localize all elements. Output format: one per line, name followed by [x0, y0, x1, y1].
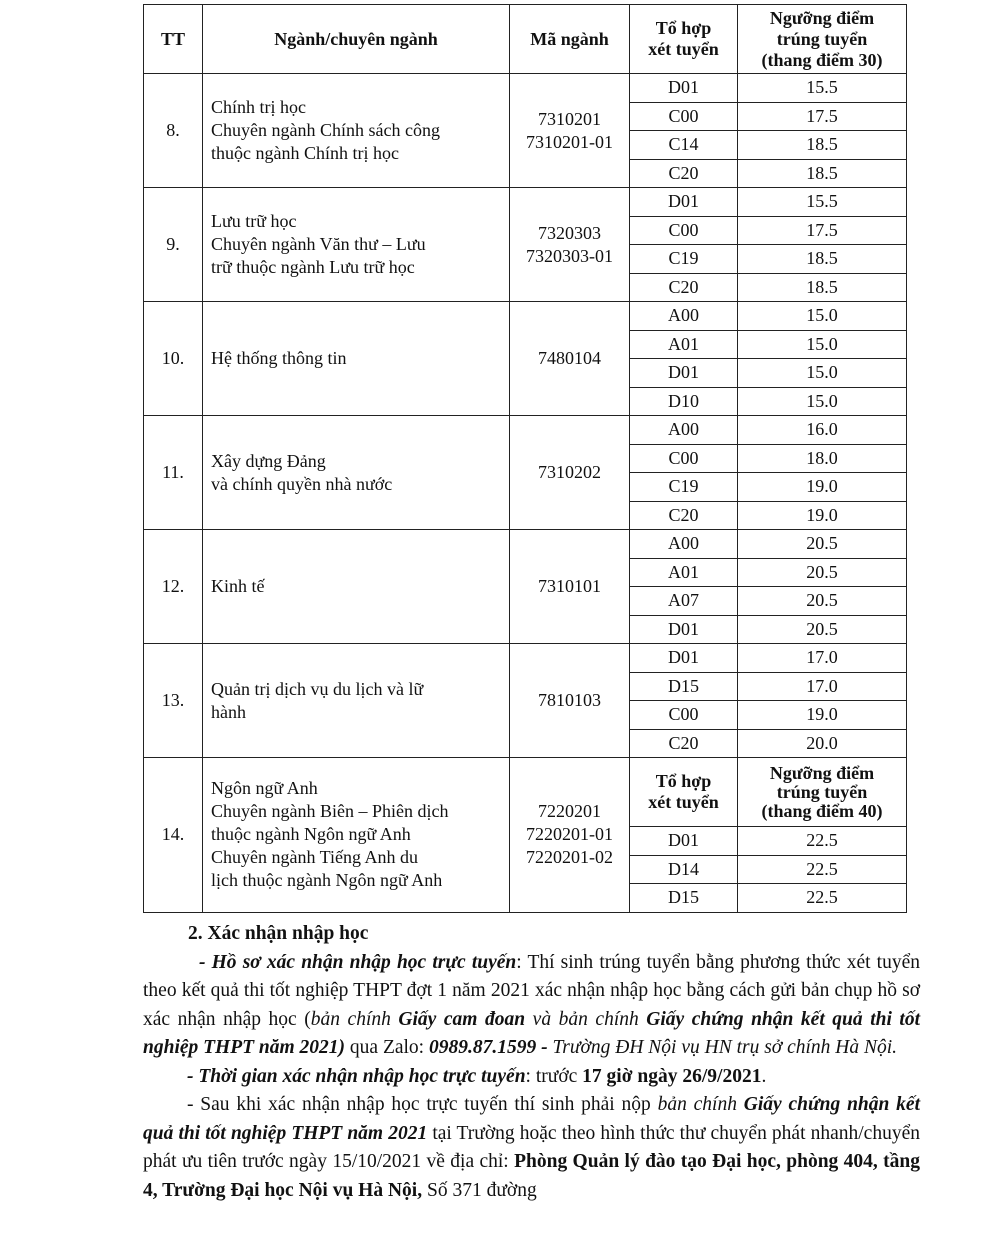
p1-label: Hồ sơ xác nhận nhập học trực tuyến: [211, 951, 517, 973]
score-value: 18.5: [738, 273, 907, 302]
combo-code: D01: [630, 644, 738, 673]
sub-header-score-line: Ngưỡng điểm: [769, 762, 875, 783]
p1-italic: bản chính: [310, 1008, 399, 1030]
score-value: 15.0: [738, 330, 907, 359]
score-value: 22.5: [738, 827, 907, 856]
score-value: 17.5: [738, 216, 907, 245]
major-name: [203, 302, 510, 416]
combo-code: C00: [630, 701, 738, 730]
major-name-line: và chính quyền nhà nước: [211, 473, 393, 494]
score-value: 22.5: [738, 884, 907, 913]
major-name: [203, 416, 510, 530]
row-number: 8.: [144, 74, 203, 188]
combo-code: D10: [630, 387, 738, 416]
major-code: [510, 644, 630, 758]
major-name-line: Lưu trữ học: [211, 211, 297, 231]
major-code-line: 7810103: [538, 690, 601, 710]
combo-code: A00: [630, 530, 738, 559]
score-value: 18.0: [738, 444, 907, 473]
header-major: Ngành/chuyên ngành: [203, 5, 510, 74]
header-combo-line: Tổ hợp: [655, 18, 712, 38]
table-row: [144, 188, 907, 217]
major-name-line: lịch thuộc ngành Ngôn ngữ Anh: [211, 870, 443, 891]
score-value: 18.5: [738, 159, 907, 188]
row-number: 10.: [144, 302, 203, 416]
p3-italic: bản chính: [657, 1094, 744, 1115]
paragraph-submit-original: [143, 1091, 920, 1205]
combo-code: A00: [630, 302, 738, 331]
header-tt: TT: [144, 5, 203, 74]
row-number: 14.: [144, 758, 203, 913]
major-name: [203, 758, 510, 913]
table-row: [144, 644, 907, 673]
major-name-line: Kinh tế: [211, 576, 265, 596]
major-name-line: Chính trị học: [211, 97, 306, 117]
score-value: 15.5: [738, 74, 907, 103]
combo-code: A01: [630, 558, 738, 587]
row-number: 12.: [144, 530, 203, 644]
p3-bold-italic: Giấy chứng nhận kết quả thi tốt nghiệp THPT năm 2021: [143, 1094, 920, 1144]
score-value: 17.0: [738, 644, 907, 673]
score-value: 20.5: [738, 558, 907, 587]
score-value: 17.5: [738, 102, 907, 131]
p1-italic: Trường ĐH Nội vụ HN trụ sở chính Hà Nội.: [547, 1037, 898, 1058]
p1-dash: -: [199, 951, 212, 973]
score-value: 17.0: [738, 672, 907, 701]
header-score-line: trúng tuyển: [776, 28, 868, 49]
admission-score-table: [143, 4, 907, 913]
major-code: [510, 758, 630, 913]
table-header-row: [144, 5, 907, 74]
major-code-line: 7310201: [538, 108, 601, 129]
major-name-line: thuộc ngành Ngôn ngữ Anh: [211, 824, 411, 845]
combo-code: D01: [630, 827, 738, 856]
combo-code: C19: [630, 245, 738, 274]
major-name: [203, 644, 510, 758]
score-value: 18.5: [738, 245, 907, 274]
major-name-line: hành: [211, 701, 246, 722]
header-score: [738, 5, 907, 74]
score-value: 19.0: [738, 501, 907, 530]
score-value: 20.5: [738, 587, 907, 616]
combo-code: A07: [630, 587, 738, 616]
combo-code: C14: [630, 131, 738, 160]
p3-text: tại Trường hoặc theo hình thức thư chuyển phát nhanh/chuyển phát ưu tiên trước ngày 15/10/2021 về địa chỉ:: [143, 1122, 920, 1172]
major-name-line: Chuyên ngành Tiếng Anh du: [211, 847, 419, 868]
row-number: 13.: [144, 644, 203, 758]
score-value: 18.5: [738, 131, 907, 160]
score-value: 20.0: [738, 729, 907, 758]
sub-header-score-line: (thang điểm 40): [761, 800, 883, 821]
score-value: 15.0: [738, 387, 907, 416]
table-row: [144, 530, 907, 559]
p1-text: qua Zalo:: [345, 1037, 429, 1058]
table-row: [144, 74, 907, 103]
score-value: 20.5: [738, 530, 907, 559]
major-name-line: trữ thuộc ngành Lưu trữ học: [211, 257, 415, 277]
row-number: 11.: [144, 416, 203, 530]
header-score-line: (thang điểm 30): [761, 49, 883, 70]
p2-text: : trước: [525, 1065, 583, 1087]
combo-code: C20: [630, 501, 738, 530]
p1-bold-italic: Giấy chứng nhận kết quả thi tốt nghiệp THPT năm 2021): [143, 1008, 921, 1058]
zalo-phone: 0989.87.1599 -: [428, 1037, 548, 1058]
major-code: [510, 74, 630, 188]
combo-code: D01: [630, 188, 738, 217]
p1-italic: và bản chính: [525, 1008, 647, 1030]
major-code-line: 7310201-01: [526, 131, 613, 152]
p3-text: - Sau khi xác nhận nhập học trực tuyến thí sinh phải nộp: [187, 1094, 658, 1115]
combo-code: A00: [630, 416, 738, 445]
p1-bold-italic: Giấy cam đoan: [398, 1008, 526, 1030]
header-code: Mã ngành: [510, 5, 630, 74]
combo-code: D01: [630, 615, 738, 644]
p2-text: .: [761, 1065, 767, 1087]
major-code-line: 7220201-01: [526, 824, 613, 845]
sub-header-combo-line: Tổ hợp: [655, 771, 712, 791]
combo-code: C00: [630, 102, 738, 131]
score-value: 16.0: [738, 416, 907, 445]
combo-code: D01: [630, 74, 738, 103]
row-number: 9.: [144, 188, 203, 302]
major-code-line: 7320303-01: [526, 245, 613, 266]
combo-code: D14: [630, 855, 738, 884]
score-value: 20.5: [738, 615, 907, 644]
p2-label: - Thời gian xác nhận nhập học trực tuyến: [187, 1065, 526, 1087]
combo-code: C00: [630, 216, 738, 245]
table-row: [144, 758, 907, 827]
major-name-line: Quản trị dịch vụ du lịch và lữ: [211, 678, 424, 699]
score-value: 19.0: [738, 701, 907, 730]
major-code-line: 7310101: [538, 576, 601, 596]
major-code: [510, 302, 630, 416]
sub-header-combo-line: xét tuyển: [648, 792, 719, 812]
score-value: 15.0: [738, 302, 907, 331]
admission-confirmation-section: [143, 920, 920, 1205]
major-name-line: Chuyên ngành Văn thư – Lưu: [211, 234, 426, 254]
paragraph-deadline: [143, 1063, 920, 1092]
major-code-line: 7480104: [538, 348, 601, 368]
header-combo-line: xét tuyển: [648, 39, 719, 59]
combo-code: C00: [630, 444, 738, 473]
score-value: 15.5: [738, 188, 907, 217]
score-value: 19.0: [738, 473, 907, 502]
major-name-line: Hệ thống thông tin: [211, 348, 347, 368]
combo-code: D15: [630, 672, 738, 701]
p1-text: : Thí sinh trúng tuyển bằng phương thức xét tuyển theo kết quả thi tốt nghiệp THPT đợt 1 năm 2021 xác nhận nhập học bằng cách gửi bản chụp hồ sơ xác nhận nhập học (: [143, 951, 920, 1030]
major-code-line: 7320303: [538, 222, 601, 243]
score-value: 22.5: [738, 855, 907, 884]
score-value: 15.0: [738, 359, 907, 388]
major-name: [203, 530, 510, 644]
sub-header-score: [738, 758, 907, 827]
major-name-line: Chuyên ngành Chính sách công: [211, 120, 440, 140]
header-combo: [630, 5, 738, 74]
major-name-line: Xây dựng Đảng: [211, 450, 326, 471]
major-code-line: 7220201: [538, 801, 601, 822]
header-score-line: Ngưỡng điểm: [769, 7, 875, 28]
combo-code: C20: [630, 159, 738, 188]
table-row: [144, 302, 907, 331]
major-code-line: 7220201-02: [526, 847, 613, 868]
major-code: [510, 530, 630, 644]
deadline: 17 giờ ngày 26/9/2021: [582, 1065, 762, 1087]
sub-header-combo: [630, 758, 738, 827]
major-code-line: 7310202: [538, 462, 601, 482]
combo-code: A01: [630, 330, 738, 359]
major-name: [203, 188, 510, 302]
combo-code: C20: [630, 729, 738, 758]
combo-code: D01: [630, 359, 738, 388]
combo-code: C19: [630, 473, 738, 502]
major-code: [510, 416, 630, 530]
p3-text: Số 371 đường: [422, 1179, 537, 1201]
major-code: [510, 188, 630, 302]
major-name-line: thuộc ngành Chính trị học: [211, 143, 399, 163]
address-bold: Phòng Quản lý đào tạo Đại học, phòng 404, tầng 4, Trường Đại học Nội vụ Hà Nội,: [143, 1151, 920, 1201]
combo-code: C20: [630, 273, 738, 302]
sub-header-score-line: trúng tuyển: [776, 781, 868, 802]
combo-code: D15: [630, 884, 738, 913]
paragraph-online-docs: [143, 949, 920, 1063]
major-name: [203, 74, 510, 188]
section-heading: 2. Xác nhận nhập học: [188, 923, 369, 944]
major-name-line: Chuyên ngành Biên – Phiên dịch: [211, 801, 449, 822]
table-row: [144, 416, 907, 445]
major-name-line: Ngôn ngữ Anh: [211, 778, 318, 799]
